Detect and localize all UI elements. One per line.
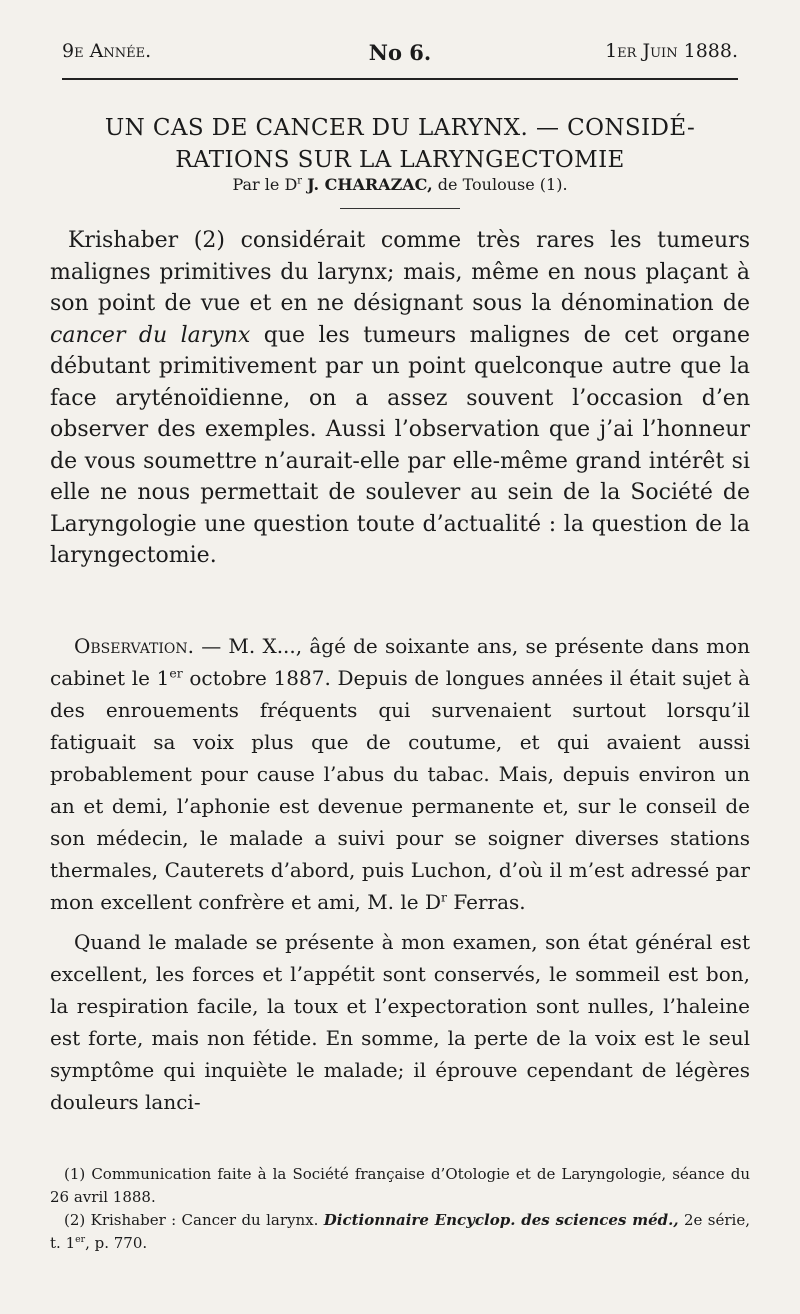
exam-paragraph: Quand le malade se présente à mon examen, son état général est excellent, les forces et l’appétit sont conservés, le sommeil est bon, la respiration facile, la toux et l’expectoration sont nulles, l’haleine est forte, mais non fétide. En somme, la perte de la voix est le seul symptôme qui inquiète le malade; il éprouve cependant de légères douleurs lanci- — [50, 930, 750, 1114]
byline — [62, 175, 738, 194]
header-rule — [62, 78, 738, 80]
footnotes — [50, 1163, 750, 1255]
footnote-2-italic: Dictionnaire Encyclop. des sciences méd., — [323, 1211, 679, 1229]
footnote-2-prefix: (2) Krishaber : Cancer du larynx. — [64, 1211, 319, 1229]
observation-label: Observation. — [74, 634, 194, 658]
byline-dr-sup: r — [297, 175, 303, 187]
footnote-2 — [50, 1209, 750, 1255]
intro-italic: cancer du larynx — [50, 322, 251, 348]
observation-text-3: Ferras. — [446, 890, 526, 914]
observation-paragraph — [50, 630, 750, 918]
header-date: 1er Juin 1888. — [605, 40, 738, 62]
footnote-2-suffix-b: , p. 770. — [85, 1234, 148, 1252]
observation-sup-2: r — [441, 889, 447, 905]
footnote-2-sup: er — [75, 1234, 86, 1245]
article-title — [62, 112, 738, 176]
observation-text-2: octobre 1887. Depuis de longues années il était sujet à des enrouements fréquents qui survenaient surtout lorsqu’il fatiguait sa voix plus que de coutume, et qui avaient aussi probablement pour cause l’abus du tabac. Mais, depuis environ un an et demi, l’aphonie est devenue permanente et, sur le conseil de son médecin, le malade a suivi pour se soigner diverses stations thermales, Cauterets d’abord, puis Luchon, d’où il m’est adressé par mon excellent confrère et ami, M. le D — [50, 666, 751, 914]
intro-text-2: que les tumeurs malignes de cet organe débutant primitivement par un point quelconque autre que la face aryténoïdienne, on a assez souvent l’occasion d’en observer des exemples. Aussi l’observation que j’ai l’honneur de vous soumettre n’aurait-elle par elle-même grand intérêt si elle ne nous permettait de soulever au sein de la Société de Laryngologie une question toute d’actualité : la question de la laryngectomie. — [50, 322, 750, 568]
observation-sup-1: er — [169, 665, 183, 681]
title-line-2: RATIONS SUR LA LARYNGECTOMIE — [175, 147, 625, 173]
footnote-2-suffix-a: 2e série, t. 1 — [50, 1211, 750, 1252]
observation-text-1: — M. X..., âgé de soixante ans, se présente dans mon cabinet le 1 — [50, 634, 750, 690]
byline-suffix: de Toulouse (1). — [437, 175, 568, 194]
intro-paragraph — [50, 225, 750, 572]
intro-text-1: Krishaber (2) considérait comme très rares les tumeurs malignes primitives du larynx; mais, même en nous plaçant à son point de vue et en ne désignant sous la dénomination de — [50, 228, 750, 316]
title-line-1: UN CAS DE CANCER DU LARYNX. — CONSIDÉ- — [104, 115, 696, 141]
byline-author: J. CHARAZAC, — [307, 175, 433, 194]
footnote-1: (1) Communication faite à la Société française d’Otologie et de Laryngologie, séance du 26 avril 1888. — [50, 1165, 750, 1206]
running-header — [62, 40, 738, 76]
observation-section — [50, 630, 750, 1126]
header-year: 9e Année. — [62, 40, 152, 62]
title-divider — [340, 208, 460, 209]
byline-prefix: Par le D — [232, 175, 298, 194]
header-issue-number: No 6. — [368, 40, 432, 65]
